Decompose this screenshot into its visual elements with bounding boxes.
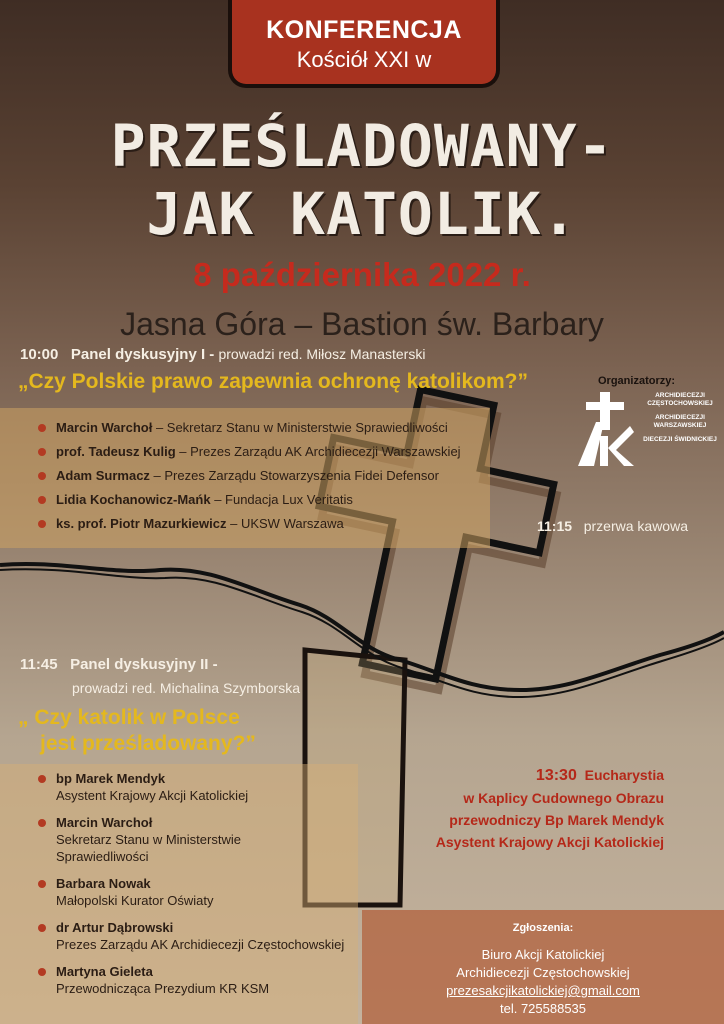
panel2-question-line1: „ Czy katolik w Polsce <box>18 706 240 729</box>
speaker-role: – Sekretarz Stanu w Ministerstwie Sprawiedliwości <box>152 420 448 435</box>
panel2-moderator-line <box>72 680 300 697</box>
bullet-icon <box>38 472 46 480</box>
speaker-name: dr Artur Dąbrowski <box>56 920 174 935</box>
speaker-role: Sprawiedliwości <box>56 849 149 864</box>
list-item <box>38 814 358 865</box>
speaker-name: Marcin Warchoł <box>56 815 153 830</box>
speaker-role: – Fundacja Lux Veritatis <box>210 492 353 507</box>
speaker-role: – Prezes Zarządu AK Archidiecezji Warszawskiej <box>175 444 461 459</box>
list-item <box>38 492 478 507</box>
event-venue: Jasna Góra – Bastion św. Barbary <box>120 306 604 342</box>
speaker-name: Barbara Nowak <box>56 876 151 891</box>
mass-line3: przewodniczy Bp Marek Mendyk <box>449 812 664 828</box>
speaker-name: Adam Surmacz <box>56 468 150 483</box>
list-item <box>38 420 478 435</box>
speaker-name: bp Marek Mendyk <box>56 771 166 786</box>
title-line2: JAK KATOLIK. <box>146 180 578 248</box>
coffee-time: 11:15 <box>537 518 573 534</box>
registration-box <box>362 910 724 1024</box>
panel1-moderator: prowadzi red. Miłosz Manasterski <box>218 346 426 362</box>
panel2-header <box>20 656 218 673</box>
list-item <box>38 875 358 909</box>
speaker-name: prof. Tadeusz Kulig <box>56 444 176 459</box>
mass-label: Eucharystia <box>584 767 664 783</box>
speaker-role: Prezes Zarządu AK Archidiecezji Częstochowskiej <box>56 937 345 952</box>
registration-heading: Zgłoszenia: <box>512 922 574 934</box>
bullet-icon <box>38 496 46 504</box>
list-item <box>38 963 358 997</box>
panel1-question: „Czy Polskie prawo zapewnia ochronę katolikom?” <box>18 370 528 393</box>
speaker-role: Przewodnicząca Prezydium KR KSM <box>56 981 270 996</box>
panel1-header <box>20 346 425 363</box>
bullet-icon <box>38 880 46 888</box>
banner-line1: KONFERENCJA <box>266 16 462 44</box>
list-item <box>38 516 478 531</box>
registration-phone: tel. 725588535 <box>499 1001 587 1016</box>
speaker-role: – Prezes Zarządu Stowarzyszenia Fidei Defensor <box>149 468 439 483</box>
panel2-speaker-list <box>38 770 358 997</box>
speaker-name: Marcin Warchoł <box>56 420 153 435</box>
registration-line2: Archidiecezji Częstochowskiej <box>456 965 630 980</box>
panel1-name: Panel dyskusyjny I - <box>70 346 215 363</box>
bullet-icon <box>38 924 46 932</box>
bullet-icon <box>38 520 46 528</box>
organizers-label: Organizatorzy: <box>598 375 676 387</box>
panel1-time: 10:00 <box>20 346 59 363</box>
list-item <box>38 468 478 483</box>
speaker-name: Lidia Kochanowicz-Mańk <box>56 492 211 507</box>
registration-line1: Biuro Akcji Katolickiej <box>481 947 605 962</box>
bullet-icon <box>38 424 46 432</box>
event-date: 8 października 2022 r. <box>193 256 531 293</box>
organizer-item: ARCHIDIECEZJI WARSZAWSKIEJ <box>653 414 707 429</box>
list-item <box>38 919 358 953</box>
organizer-item: DIECEZJI ŚWIDNICKIEJ <box>643 436 717 443</box>
panel2-name: Panel dyskusyjny II - <box>70 656 218 673</box>
bullet-icon <box>38 819 46 827</box>
panel2-question-line2: jest prześladowany?” <box>40 732 256 755</box>
mass-line4: Asystent Krajowy Akcji Katolickiej <box>435 834 664 850</box>
panel2-moderator: prowadzi red. Michalina Szymborska <box>72 680 300 696</box>
registration-email-link[interactable]: prezesakcjikatolickiej@gmail.com <box>446 983 640 998</box>
coffee-label: przerwa kawowa <box>583 518 688 534</box>
panel1-speaker-list <box>38 420 478 531</box>
banner-line2: Kościół XXI w <box>296 47 432 72</box>
bullet-icon <box>38 968 46 976</box>
coffee-break <box>537 518 688 534</box>
list-item <box>38 770 358 804</box>
bullet-icon <box>38 448 46 456</box>
speaker-name: ks. prof. Piotr Mazurkiewicz <box>56 516 227 531</box>
speaker-role: – UKSW Warszawa <box>226 516 344 531</box>
title-line1: PRZEŚLADOWANY- <box>110 112 614 180</box>
bullet-icon <box>38 775 46 783</box>
ak-logo-icon <box>574 392 636 468</box>
panel2-time: 11:45 <box>20 656 58 673</box>
mass-line2: w Kaplicy Cudownego Obrazu <box>463 790 664 806</box>
speaker-name: Martyna Gieleta <box>56 964 153 979</box>
speaker-role: Małopolski Kurator Oświaty <box>56 893 214 908</box>
mass-time: 13:30 <box>535 767 577 784</box>
conference-banner <box>228 0 500 88</box>
speaker-role: Asystent Krajowy Akcji Katolickiej <box>56 788 249 803</box>
organizer-item: ARCHIDIECEZJI CZĘSTOCHOWSKIEJ <box>647 392 713 407</box>
organizers-list <box>640 392 720 450</box>
mass-info <box>400 764 664 853</box>
list-item <box>38 444 478 459</box>
speaker-role: Sekretarz Stanu w Ministerstwie <box>56 832 241 847</box>
